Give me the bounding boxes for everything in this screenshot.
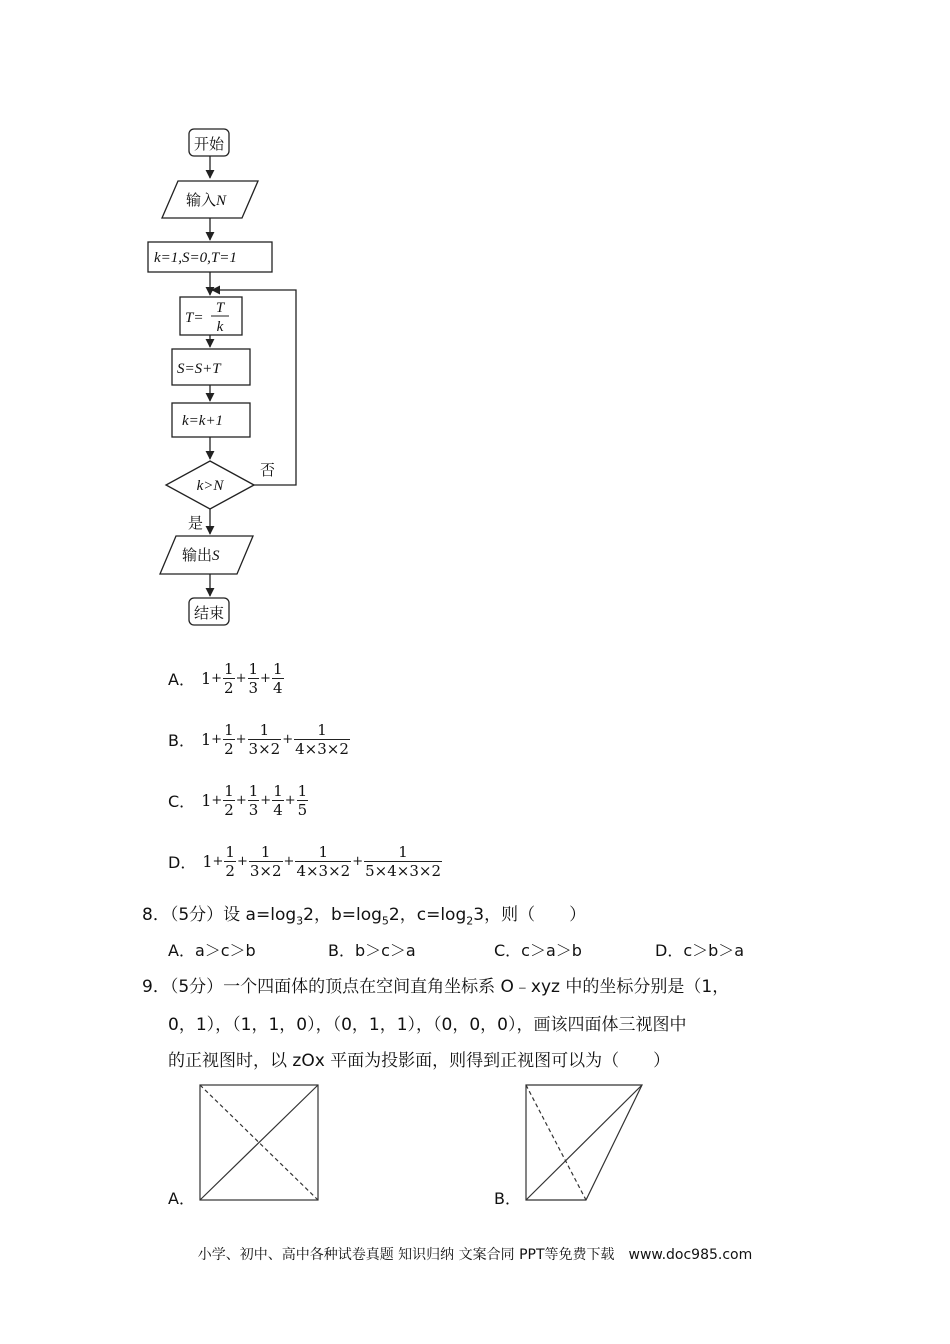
q7-option-b[interactable]: B． 1 + $\frac{1}{2}$ + $\frac{1}{3\times 2}$ + $\frac{1}{4\times 3\times 2}$ — [168, 721, 349, 758]
fraction: $\frac{1}{5\times 4\times 3\times 2}$ — [365, 843, 442, 880]
start-label: 开始 — [193, 135, 225, 153]
output-variable: S — [212, 548, 220, 564]
q7-option-d[interactable]: D． 1 + $\frac{1}{2}$ + $\frac{1}{3\times 2}$ + $\frac{1}{4\times 3\times 2}$ + $\frac{1}{5\times 4\times 3\times 2}$ — [168, 843, 442, 880]
q8-option-c[interactable]: C．c＞a＞b — [494, 941, 582, 960]
input-variable: N — [216, 193, 227, 209]
fraction: $\frac{1}{4}$ — [272, 660, 283, 697]
fraction: $\frac{1}{2}$ — [224, 660, 234, 697]
input-label: 输入 — [186, 191, 217, 209]
no-branch-label: 否 — [260, 461, 276, 479]
solid-diagonal — [526, 1085, 642, 1200]
svg-text:输出S — [182, 546, 220, 564]
dashed-diagonal — [526, 1085, 586, 1200]
t-fraction-numerator: T — [215, 300, 225, 316]
fraction: $\frac{1}{2}$ — [224, 782, 234, 819]
q9-option-b-figure[interactable] — [522, 1080, 650, 1206]
svg-text:输入N — [186, 191, 227, 209]
q7-option-a[interactable]: A． 1 + $\frac{1}{2}$ + $\frac{1}{3}$ + $\frac{1}{4}$ — [168, 660, 283, 697]
q7-option-c[interactable]: C． 1 + $\frac{1}{2}$ + $\frac{1}{3}$ + $\frac{1}{4}$ + $\frac{1}{5}$ — [168, 782, 308, 819]
q9-option-a-figure[interactable] — [196, 1080, 324, 1206]
k-increment-label: k=k+1 — [182, 413, 224, 429]
q9-stem-line2: 0，1），（1，1，0），（0，1，1），（0，0，0），画该四面体三视图中 — [168, 1015, 687, 1035]
fraction: $\frac{1}{2}$ — [225, 843, 235, 880]
yes-branch-label: 是 — [188, 514, 204, 532]
fraction: $\frac{1}{2}$ — [224, 721, 234, 758]
t-assign-lhs: T= — [185, 310, 204, 326]
page-footer: 小学、初中、高中各种试卷真题 知识归纳 文案合同 PPT等免费下载 www.doc985.com — [197, 1247, 753, 1263]
fraction: $\frac{1}{4\times 3\times 2}$ — [296, 843, 351, 880]
fraction: $\frac{1}{3}$ — [248, 660, 259, 697]
end-label: 结束 — [193, 604, 225, 622]
init-label: k=1,S=0,T=1 — [154, 250, 237, 266]
fraction: $\frac{1}{5}$ — [297, 782, 308, 819]
flowchart — [140, 120, 320, 640]
output-label: 输出 — [182, 546, 213, 564]
q8-option-d[interactable]: D．c＞b＞a — [655, 941, 745, 960]
fraction: $\frac{1}{4\times 3\times 2}$ — [295, 721, 349, 758]
decision-label: k>N — [196, 478, 224, 494]
q9-stem-line1: 9．（5分）一个四面体的顶点在空间直角坐标系 O﹣xyz 中的坐标分别是（1， — [142, 977, 730, 997]
t-fraction-denominator: k — [216, 319, 224, 335]
q8-option-b[interactable]: B．b＞c＞a — [328, 941, 416, 960]
q9-option-b-label[interactable]: B． — [494, 1189, 521, 1208]
q8-stem: 8．（5分）设 $a=\log_32$，$b=\log_52$，$c=\log_23$，则（ ） — [142, 905, 587, 928]
fraction: $\frac{1}{4}$ — [273, 782, 283, 819]
q9-option-a-label[interactable]: A． — [168, 1189, 195, 1208]
fraction: $\frac{1}{3\times 2}$ — [248, 721, 281, 758]
q8-option-a[interactable]: A．a＞c＞b — [168, 941, 256, 960]
q9-stem-line3: 的正视图时，以 zOx 平面为投影面，则得到正视图可以为（ ） — [168, 1051, 671, 1071]
fraction: $\frac{1}{3\times 2}$ — [249, 843, 282, 880]
fraction: $\frac{1}{3}$ — [248, 782, 259, 819]
s-assign-label: S=S+T — [177, 361, 221, 377]
